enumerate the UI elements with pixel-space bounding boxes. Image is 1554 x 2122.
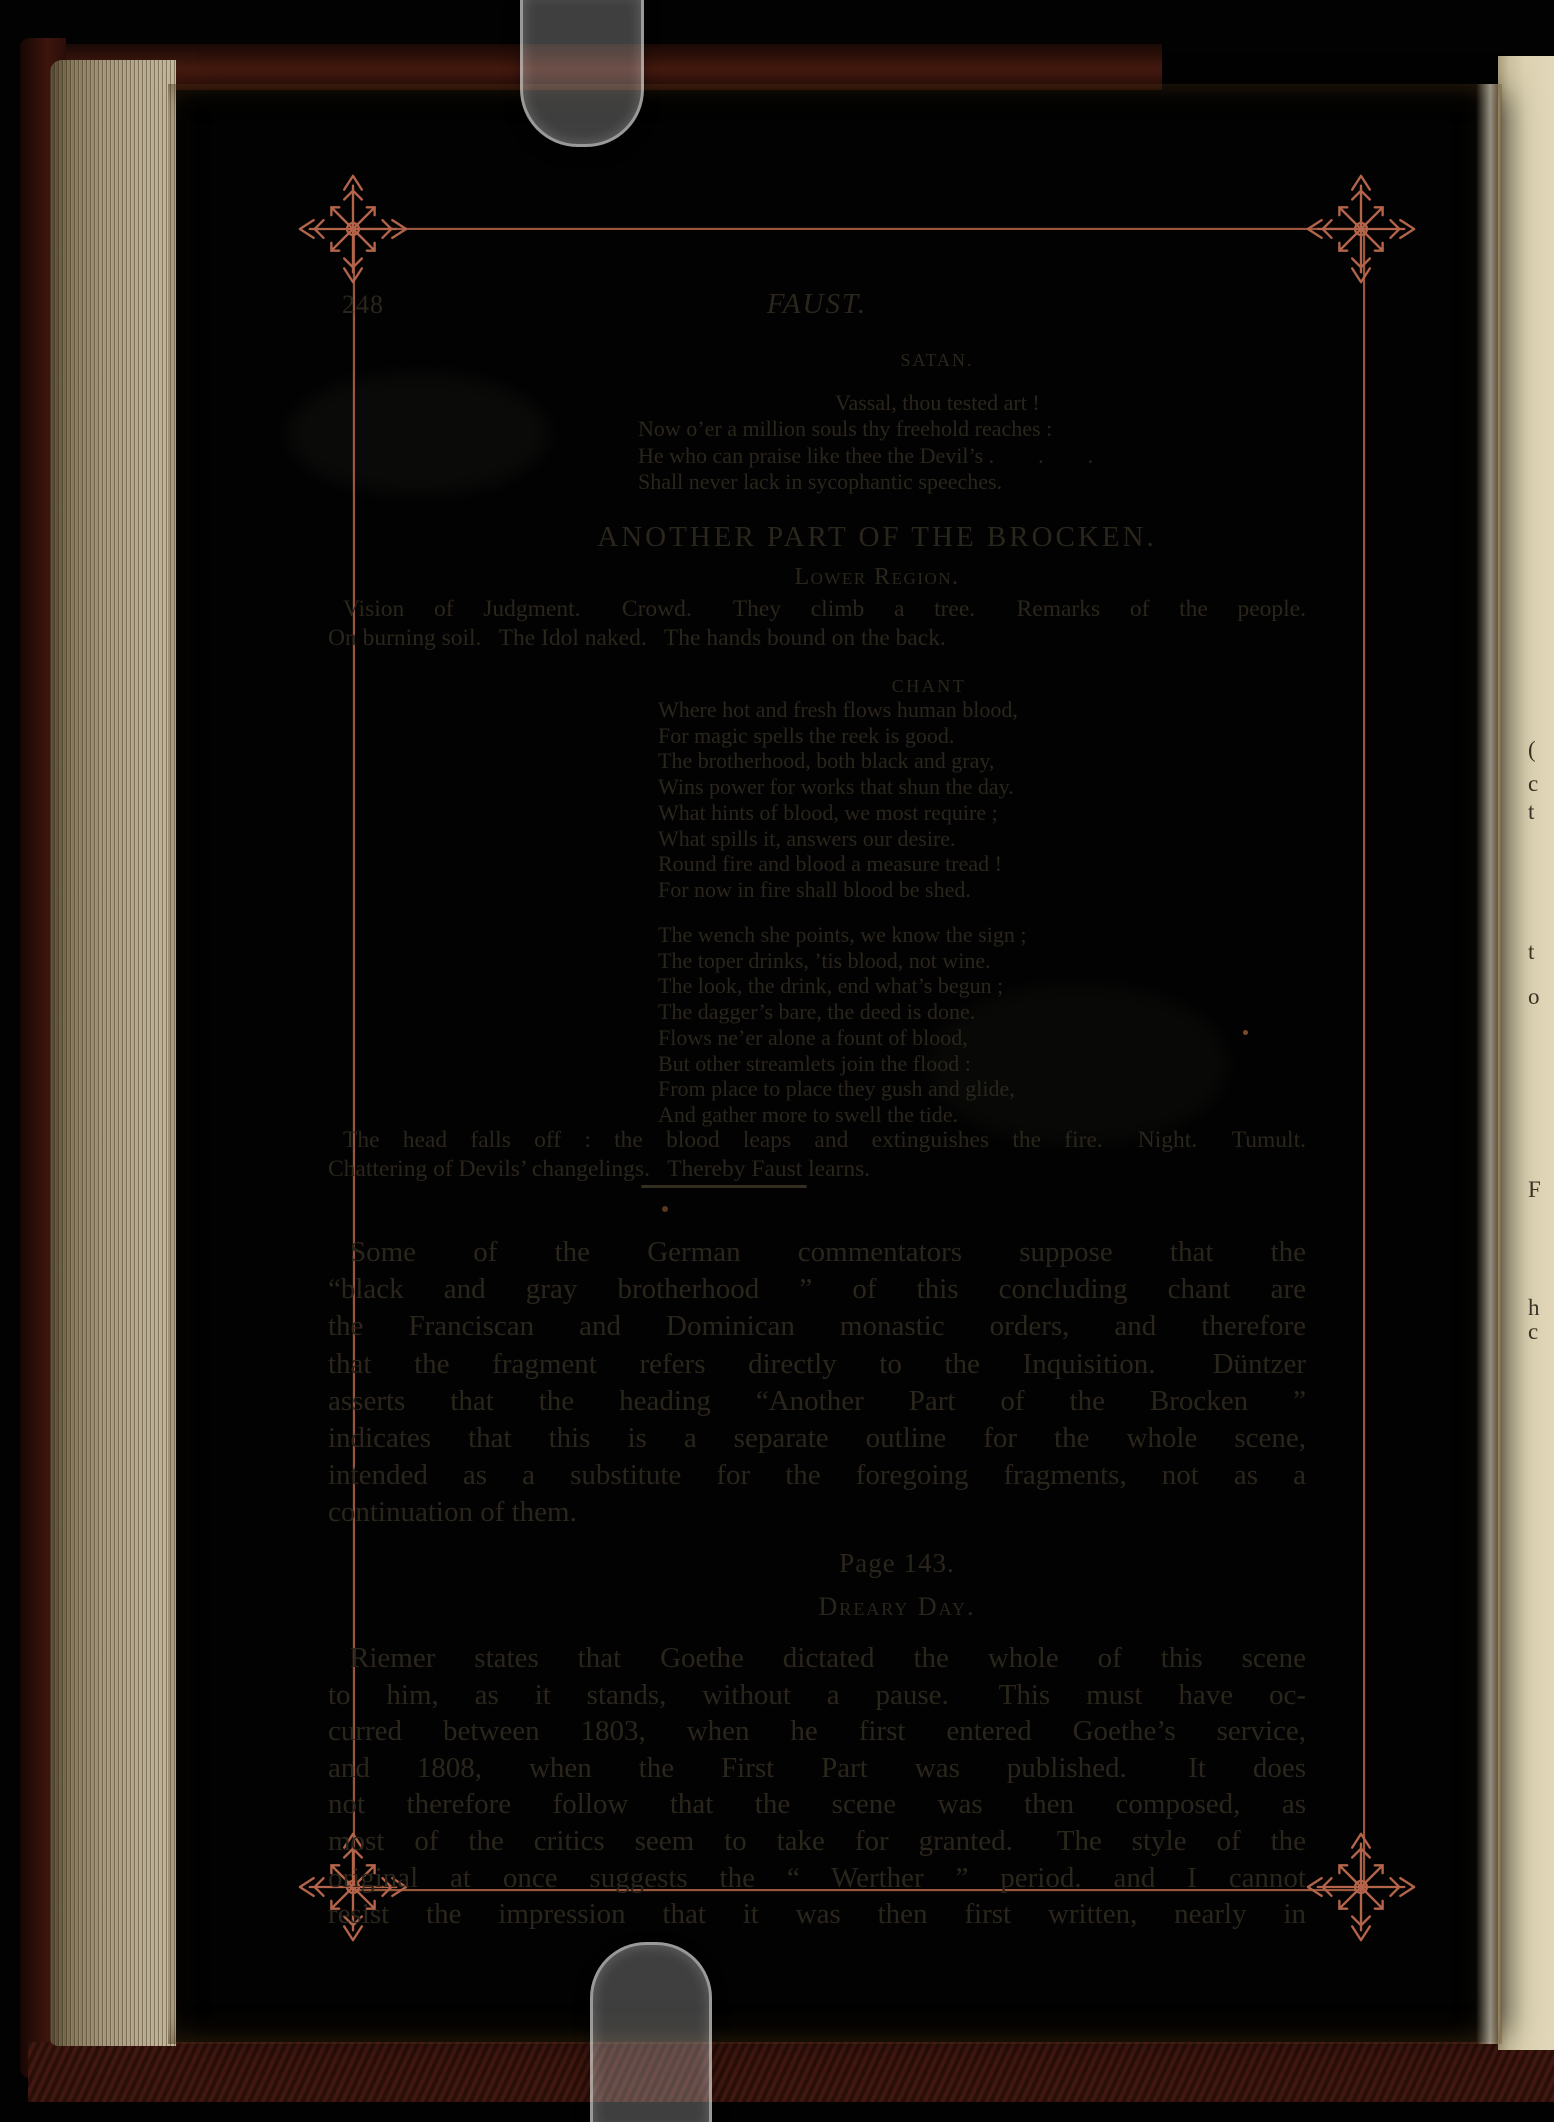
chant-heading: CHANT <box>891 676 967 696</box>
text-line: He who can praise like thee the Devil’s . . . <box>638 442 1094 468</box>
text-line: Round fire and blood a measure tread ! <box>658 851 1002 877</box>
edge-text-fragment: c <box>1528 1319 1539 1344</box>
text-line: asserts that the heading “Another Part of the Brocken ” <box>328 1384 1306 1417</box>
text-line: What hints of blood, we most require ; <box>658 799 998 825</box>
text-line: The look, the drink, end what’s begun ; <box>658 973 1004 999</box>
stage-direction <box>328 595 1306 652</box>
corner-cross-ornament-top-right-icon <box>1302 170 1420 288</box>
edge-text-fragment: c <box>1528 771 1539 796</box>
text-line: Riemer states that Goethe dictated the whole of this scene <box>350 1642 1306 1674</box>
page-reference-heading: Page 143. <box>839 1548 955 1578</box>
text-line: Shall never lack in sycophantic speeches. <box>638 468 1003 494</box>
edge-text-fragment: ( <box>1528 737 1536 762</box>
text-line: resist the impression that it was then first written, nearly in <box>328 1898 1306 1931</box>
text-line: indicates that this is a separate outline for the whole scene, <box>328 1422 1306 1455</box>
commentary-paragraph <box>328 1234 1306 1532</box>
section-divider-rule <box>641 1185 807 1188</box>
text-line: original at once suggests the “ Werther ” period. and I cannot <box>328 1861 1306 1894</box>
text-line: Some of the German commentators suppose that the <box>350 1236 1306 1268</box>
page-number: 248 <box>342 290 384 319</box>
text-line: Where hot and fresh flows human blood, <box>658 697 1018 722</box>
text-line: continuation of them. <box>328 1496 577 1529</box>
text-line: and 1808, when the First Part was published. It does <box>328 1751 1306 1784</box>
page-header <box>328 288 1306 328</box>
text-line: On burning soil. The Idol naked. The hands bound on the back. <box>328 624 946 651</box>
scene-subheading: Lower Region. <box>794 564 960 590</box>
page-holder-clip-bottom <box>590 1942 712 2122</box>
page-holder-clip-top <box>520 0 644 147</box>
edge-text-fragment: F <box>1528 1177 1541 1202</box>
edge-text-fragment: h <box>1528 1295 1540 1320</box>
edge-text-fragment: t <box>1528 939 1535 964</box>
book-cover-bottom-edge <box>28 2042 1554 2102</box>
riemer-commentary-paragraph <box>328 1640 1306 1933</box>
closing-stage-direction <box>328 1126 1306 1183</box>
edge-text-fragment: o <box>1528 984 1540 1009</box>
text-line: Chattering of Devils’ changelings. Thereby Faust learns. <box>328 1155 871 1182</box>
text-line: From place to place they gush and glide, <box>658 1076 1015 1102</box>
text-line: Vision of Judgment. Crowd. They climb a tree. Remarks of the people. <box>343 596 1306 622</box>
text-line: The dagger’s bare, the deed is done. <box>658 999 976 1025</box>
page-stack-fore-edge <box>50 60 176 2046</box>
facing-page-sliver <box>1498 56 1554 2050</box>
text-line: And gather more to swell the tide. <box>658 1101 958 1127</box>
text-line: For magic spells the reek is good. <box>658 722 955 748</box>
text-line: that the fragment refers directly to the Inquisition. Düntzer <box>328 1347 1306 1380</box>
running-title: FAUST. <box>766 288 868 320</box>
satan-speech-verse <box>638 390 1093 495</box>
text-line: For now in fire shall blood be shed. <box>658 876 971 902</box>
text-line: the Franciscan and Dominican monastic orders, and therefore <box>328 1310 1306 1343</box>
text-line: The head falls off : the blood leaps and extinguishes the fire. Night. Tumult. <box>343 1127 1306 1153</box>
text-line: intended as a substitute for the foregoing fragments, not as a <box>328 1459 1306 1492</box>
text-line: The wench she points, we know the sign ; <box>658 922 1027 947</box>
text-line: “black and gray brotherhood ” of this concluding chant are <box>328 1273 1306 1306</box>
text-line: Now o’er a million souls thy freehold reaches : <box>638 416 1053 442</box>
text-line: to him, as it stands, without a pause. This must have oc- <box>328 1678 1306 1711</box>
text-line: most of the critics seem to take for granted. The style of the <box>328 1824 1306 1857</box>
edge-text-fragment: t <box>1528 799 1535 824</box>
text-line: Wins power for works that shun the day. <box>658 774 1014 800</box>
text-line: What spills it, answers our desire. <box>658 825 956 851</box>
section-title-heading: Dreary Day. <box>818 1592 976 1621</box>
corner-cross-ornament-top-left-icon <box>294 170 412 288</box>
chant-stanza-2 <box>658 922 1026 1128</box>
text-line: curred between 1803, when he first entered Goethe’s service, <box>328 1715 1306 1748</box>
text-line: The toper drinks, ’tis blood, not wine. <box>658 947 991 973</box>
text-line: The brotherhood, both black and gray, <box>658 748 995 774</box>
text-line: But other streamlets join the flood : <box>658 1050 971 1076</box>
text-line: Vassal, thou tested art ! <box>835 390 1040 415</box>
chant-stanza-1 <box>658 697 1018 903</box>
text-line: Flows ne’er alone a fount of blood, <box>658 1024 968 1050</box>
book-page <box>168 84 1500 2044</box>
text-line: not therefore follow that the scene was then composed, as <box>328 1788 1306 1821</box>
speaker-heading: SATAN. <box>900 350 974 370</box>
scene-heading: ANOTHER PART OF THE BROCKEN. <box>597 521 1157 553</box>
corner-cross-ornament-bottom-right-icon <box>1302 1828 1420 1946</box>
